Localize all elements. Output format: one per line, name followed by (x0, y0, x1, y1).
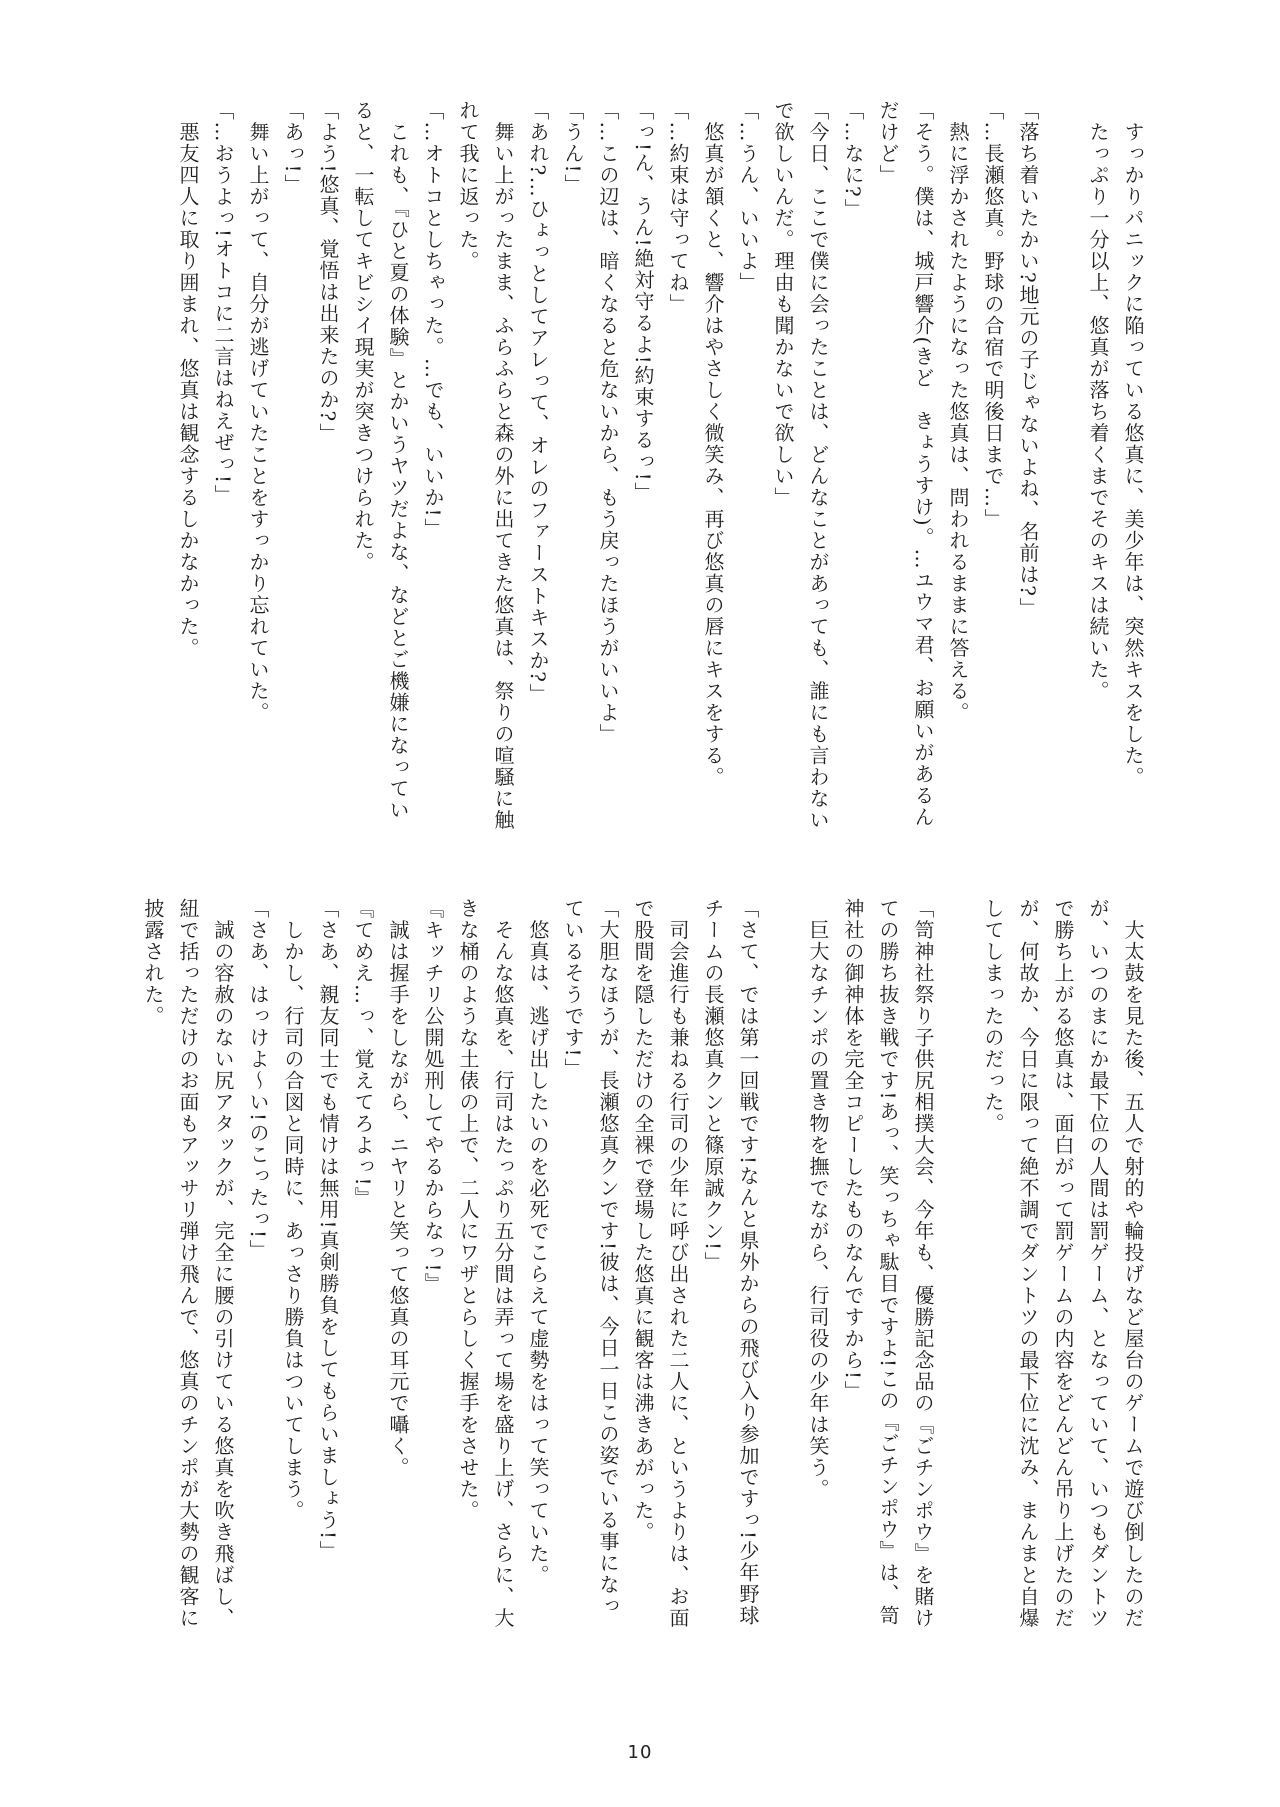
story-text-block-bottom (135, 898, 1150, 1638)
text-line: 「落ち着いたかい?地元の子じゃないよね、名前は?」 (1016, 100, 1040, 619)
text-line: 「…この辺は、暗くなると危ないから、もう戻ったほうがいいよ」 (596, 100, 620, 745)
text-line: 「っ!ん、うん!絶対守るよ!約束するっ!」 (631, 100, 655, 504)
text-line: 舞い上がったまま、ふらふらと森の外に出てきた悠真は、祭りの喧騒に触れて我に返った。 (456, 100, 515, 831)
text-line: 『キッチリ公開処刑してやるからなっ!』 (421, 898, 445, 1295)
text-line: 悠真は、逃げ出したいのを必死でこらえて虚勢をはって笑っていた。 (526, 898, 550, 1586)
text-line: 「…なに?」 (841, 100, 865, 220)
text-line: これも、『ひと夏の体験』とかいうヤツだよな、などとご機嫌になっていると、一転してキビシイ現実が突きつけられた。 (351, 100, 410, 821)
text-line: 大太鼓を見た後、五人で射的や輪投げなど屋台のゲームで遊び倒したのだが、いつのまにか最下位の人間は罰ゲーム、となっていて、いつもダントツで勝ち上がる悠真は、面白がって罰ゲームの内容をどんどん吊り上げたのだが、何故か、今日に限って絶不調でダントツの最下位に沈み、まんまと自爆してしまったのだった。 (981, 898, 1145, 1629)
story-text-block-top (170, 100, 1150, 840)
text-line: 司会進行も兼ねる行司の少年に呼び出された二人に、というよりは、お面で股間を隠しただけの全裸で登場した悠真に観客は沸きあがった。 (631, 898, 690, 1629)
text-line: 『てめえ…っ、覚えてろよっ!』 (351, 898, 375, 1209)
text-line: 「さあ、はっけよ〜い!のこったっ!」 (246, 898, 270, 1262)
text-line: そんな悠真を、行司はたっぷり五分間は弄って場を盛り上げ、さらに、大きな桶のような土俵の上で、二人にワザとらしく握手をさせた。 (456, 898, 515, 1629)
text-line: 「…長瀬悠真。野球の合宿で明後日まで…」 (981, 100, 1005, 530)
text-line: 悠真が頷くと、響介はやさしく微笑み、再び悠真の唇にキスをする。 (701, 100, 725, 788)
text-line: 「…オトコとしちゃった。…でも、いいか!」 (421, 100, 445, 540)
text-line: 「さて、では第一回戦です!なんと県外からの飛び入り参加ですっ!少年野球チームの長瀬悠真クンと篠原誠クン!」 (701, 898, 760, 1627)
text-line: 「…おうよっ!オトコに二言はねえぜっ!」 (211, 100, 235, 507)
text-line: 「あれ?…ひょっとしてアレって、オレのファーストキスか?」 (526, 100, 550, 705)
text-line: 「そう。僕は、城戸響介(きど きょうすけ)。…ユウマ君、お願いがあるんだけど」 (876, 100, 935, 829)
text-line: すっかりパニックに陥っている悠真に、美少年は、突然キスをした。 (1121, 100, 1145, 788)
text-line: 「…約束は守ってね」 (666, 100, 690, 315)
text-line (940, 898, 975, 1638)
text-line: 「…うん、いいよ」 (736, 100, 760, 294)
text-line (1045, 100, 1080, 840)
text-line: 悪友四人に取り囲まれ、悠真は観念するしかなかった。 (176, 100, 200, 659)
text-line: 「よう!悠真、覚悟は出来たのか?」 (316, 100, 340, 445)
text-line (765, 898, 800, 1638)
text-line: 舞い上がって、自分が逃げていたことをすっかり忘れていた。 (246, 100, 270, 724)
text-line: たっぷり一分以上、悠真が落ち着くまでそのキスは続いた。 (1086, 100, 1110, 702)
text-line: 巨大なチンポの置き物を撫でながら、行司役の少年は笑う。 (806, 898, 830, 1500)
text-line: 「今日、ここで僕に会ったことは、どんなことがあっても、誰にも言わないで欲しいんだ。理由も聞かないで欲しい」 (771, 100, 830, 831)
text-line: 「笥神社祭り子供尻相撲大会、今年も、優勝記念品の『ごチンポウ』を賭けての勝ち抜き戦です!あっ、笑っちゃ駄目ですよ!この『ごチンポウ』は、笥神社の御神体を完全コピーしたものなんですから!」 (841, 898, 935, 1629)
text-line: 熱に浮かされたようになった悠真は、問われるままに答える。 (946, 100, 970, 724)
text-line: 「あっ!」 (281, 100, 305, 196)
text-line: 「さあ、親友同士でも情けは無用!真剣勝負をしてもらいましょう!」 (316, 898, 340, 1563)
page-number: 10 (627, 1742, 653, 1763)
text-line: 「うん!」 (561, 100, 585, 196)
text-line: 誠は握手をしながら、ニヤリと笑って悠真の耳元で囁く。 (386, 898, 410, 1479)
text-line: 「大胆なほうが、長瀬悠真クンです!彼は、今日一日この姿でいる事になっているそうです!」 (561, 898, 620, 1618)
text-line: 誠の容赦のない尻アタックが、完全に腰の引けている悠真を吹き飛ばし、紐で括っただけのお面もアッサリ弾け飛んで、悠真のチンポが大勢の観客に披露された。 (141, 898, 235, 1629)
text-line: しかし、行司の合図と同時に、あっさり勝負はついてしまう。 (281, 898, 305, 1522)
